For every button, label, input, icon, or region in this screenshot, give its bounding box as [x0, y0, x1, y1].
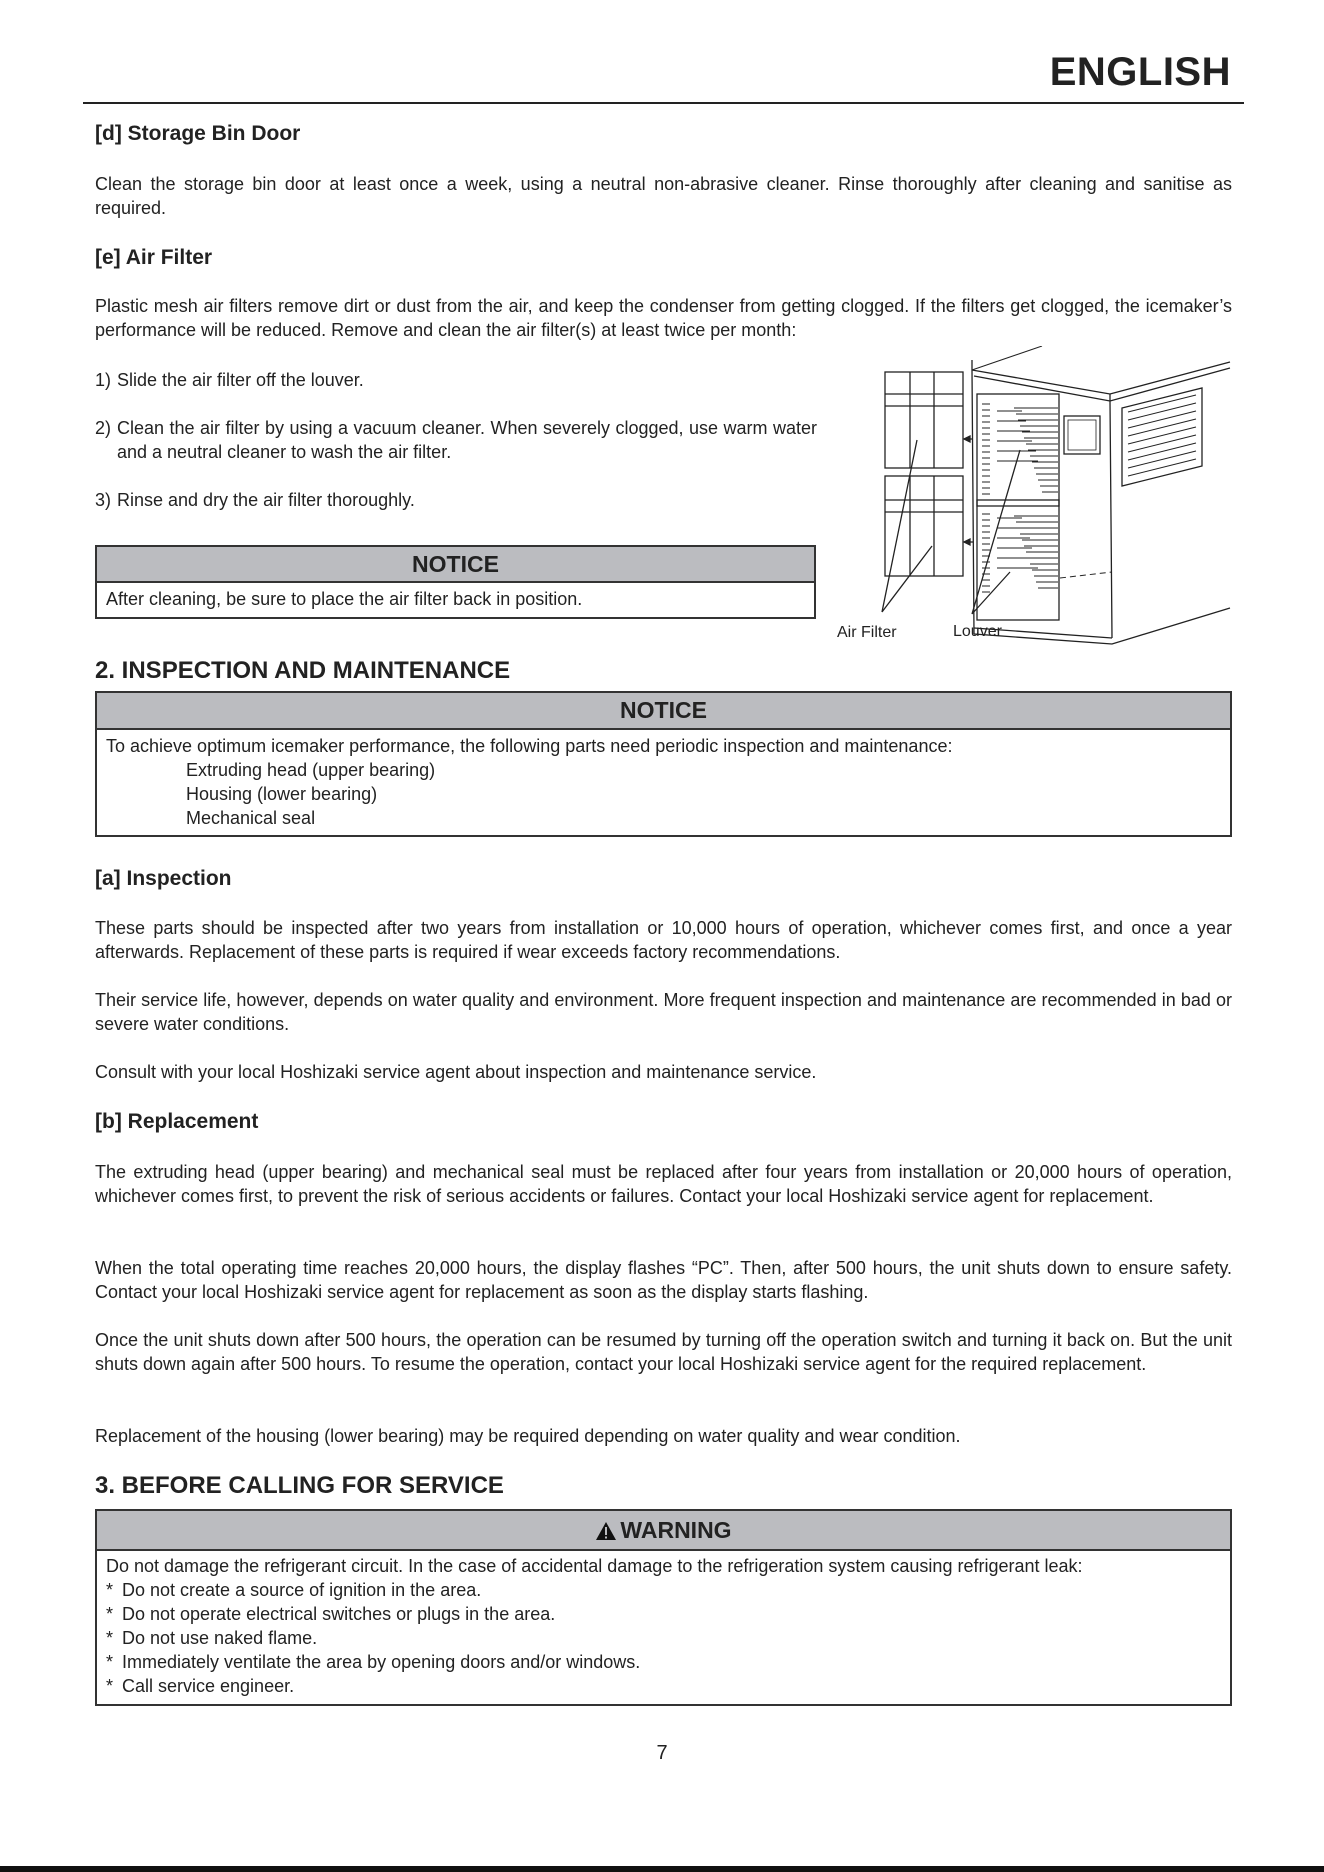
replacement-paragraph-3: Once the unit shuts down after 500 hours, the operation can be resumed by turning off the operation switch and turning it back on. But the unit shuts down again after 500 hours. To resume the operation, contact your local Hoshizaki service agent for the required replacement.: [95, 1330, 1232, 1374]
maintenance-notice-box: [95, 691, 1232, 837]
air-filter-step-1: [95, 368, 817, 392]
bullet-mark: *: [106, 1652, 114, 1672]
step-text: Clean the air filter by using a vacuum cleaner. When severely clogged, use warm water and a neutral cleaner to wash the air filter.: [117, 418, 817, 462]
section-e-text: Plastic mesh air filters remove dirt or dust from the air, and keep the condenser from getting clogged. If the filters get clogged, the icemaker’s performance will be reduced. Remove and clean the air filter(s) at least twice per month:: [95, 296, 1232, 340]
louver-label: Louver: [953, 623, 1002, 640]
bullet-text: Call service engineer.: [122, 1676, 295, 1696]
warning-box: [95, 1509, 1232, 1706]
inspection-paragraph-2: Their service life, however, depends on water quality and environment. More frequent inspection and maintenance are recommended in bad or severe water conditions.: [95, 990, 1232, 1034]
replacement-paragraph-2: When the total operating time reaches 20,000 hours, the display flashes “PC”. Then, after 500 hours, the unit shuts down to ensure safety. Contact your local Hoshizaki service agent for replacement as soon as the display starts flashing.: [95, 1258, 1232, 1302]
air-filter-notice-box: [95, 545, 816, 619]
bullet-text: Immediately ventilate the area by opening doors and/or windows.: [122, 1652, 641, 1672]
warning-title: WARNING: [620, 1517, 732, 1543]
air-filter-label: Air Filter: [837, 624, 897, 641]
step-number: 2): [95, 418, 112, 438]
bottom-edge: [0, 1866, 1324, 1872]
warning-triangle-icon: [595, 1514, 617, 1552]
language-header: ENGLISH: [1049, 50, 1231, 94]
part-item: Housing (lower bearing): [186, 784, 378, 804]
notice-text: After cleaning, be sure to place the air filter back in position.: [106, 589, 583, 609]
replacement-paragraph-1: The extruding head (upper bearing) and mechanical seal must be replaced after four years from installation or 20,000 hours of operation, whichever comes first, to prevent the risk of serious accidents or failures. Contact your local Hoshizaki service agent for replacement.: [95, 1162, 1232, 1206]
step-text: Slide the air filter off the louver.: [117, 370, 364, 390]
bullet-text: Do not use naked flame.: [122, 1628, 318, 1648]
section-e-title: [e] Air Filter: [95, 246, 213, 269]
warning-bullet: [106, 1650, 1221, 1674]
inspection-paragraph-1: These parts should be inspected after two years from installation or 10,000 hours of operation, whichever comes first, and once a year afterwards. Replacement of these parts is required if wear exceeds factory recommendations.: [95, 918, 1232, 962]
icemaker-air-filter-drawing: [832, 346, 1232, 648]
notice-intro: To achieve optimum icemaker performance, the following parts need periodic inspection and maintenance:: [106, 736, 953, 756]
notice-title: NOTICE: [97, 693, 1230, 730]
section-3-title: 3. BEFORE CALLING FOR SERVICE: [95, 1472, 504, 1499]
section-2-title: 2. INSPECTION AND MAINTENANCE: [95, 657, 511, 684]
air-filter-illustration: [832, 346, 1232, 648]
step-number: 3): [95, 490, 112, 510]
header-rule: [83, 102, 1244, 104]
warning-bullet: [106, 1674, 1221, 1698]
warning-bullet: [106, 1626, 1221, 1650]
bullet-mark: *: [106, 1604, 114, 1624]
warning-bullet: [106, 1578, 1221, 1602]
inspection-paragraph-3: Consult with your local Hoshizaki service agent about inspection and maintenance service.: [95, 1062, 817, 1082]
section-d-title: [d] Storage Bin Door: [95, 122, 301, 145]
step-number: 1): [95, 370, 112, 390]
warning-header: [97, 1511, 1230, 1551]
bullet-text: Do not create a source of ignition in the area.: [122, 1580, 482, 1600]
bullet-mark: *: [106, 1676, 114, 1696]
bullet-mark: *: [106, 1580, 114, 1600]
air-filter-step-3: [95, 488, 817, 512]
warning-intro: Do not damage the refrigerant circuit. In the case of accidental damage to the refrigeration system causing refrigerant leak:: [106, 1556, 1083, 1576]
section-d-text: Clean the storage bin door at least once a week, using a neutral non-abrasive cleaner. Rinse thoroughly after cleaning and sanitise as required.: [95, 174, 1232, 218]
replacement-paragraph-4: Replacement of the housing (lower bearing) may be required depending on water quality and wear condition.: [95, 1426, 961, 1446]
bullet-text: Do not operate electrical switches or plugs in the area.: [122, 1604, 556, 1624]
step-text: Rinse and dry the air filter thoroughly.: [117, 490, 415, 510]
part-item: Mechanical seal: [186, 808, 316, 828]
page-number: 7: [656, 1742, 668, 1764]
notice-title: NOTICE: [97, 547, 814, 583]
section-a-title: [a] Inspection: [95, 867, 232, 890]
section-b-title: [b] Replacement: [95, 1110, 259, 1133]
bullet-mark: *: [106, 1628, 114, 1648]
air-filter-step-2: [95, 416, 817, 464]
part-item: Extruding head (upper bearing): [186, 760, 436, 780]
warning-bullet: [106, 1602, 1221, 1626]
